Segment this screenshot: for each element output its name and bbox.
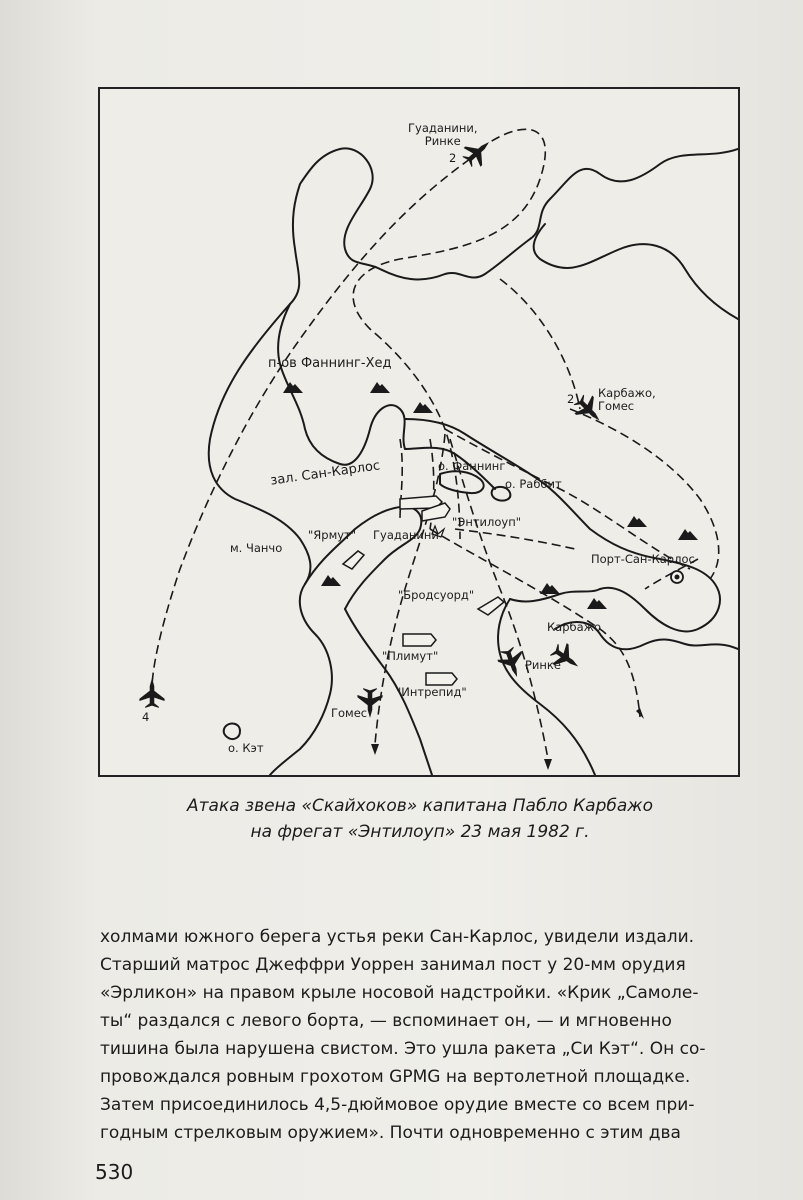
- warship-icon: [478, 597, 504, 615]
- body-text-line: ты“ раздался с левого борта, — вспоминает он, — и мгновенно: [100, 1011, 672, 1031]
- map-drawing: [100, 89, 738, 775]
- flight-paths: [152, 129, 719, 759]
- label-karbazho-gomes: Карбажо, Гомес: [598, 386, 656, 413]
- mountain-icon: [540, 583, 560, 594]
- warship-icon: [403, 634, 436, 646]
- label-intrepid: "Интрепид": [396, 685, 467, 699]
- attack-map: [98, 87, 740, 777]
- body-text-line: Старший матрос Джеффри Уоррен занимал пост у 20-мм орудия: [100, 955, 686, 975]
- label-gomes: Гомес: [331, 706, 368, 720]
- flight-number-label: 4: [142, 710, 150, 724]
- page-number: 530: [95, 1160, 134, 1184]
- label-plymouth: "Плимут": [382, 649, 439, 663]
- warship-icon: [343, 551, 364, 569]
- body-text-line: провождался ровным грохотом GPMG на вертолетной площадке.: [100, 1067, 691, 1087]
- label-guadanini-rinke: Гуаданини, Ринке: [408, 121, 478, 148]
- body-text-line: «Эрликон» на правом крыле носовой надстройки. «Крик „Самоле-: [100, 983, 699, 1003]
- label-guadanini: Гуаданини: [373, 528, 439, 542]
- label-antelope: "Энтилоуп": [452, 515, 522, 529]
- mountain-icon: [587, 598, 607, 609]
- body-text-line: Затем присоединилось 4,5-дюймовое орудие вместе со всем при-: [100, 1095, 695, 1115]
- flight-number-label: 2: [567, 392, 575, 406]
- body-text-line: холмами южного берега устья реки Сан-Карлос, увидели издали.: [100, 927, 695, 947]
- mountain-icon: [413, 402, 433, 413]
- label-broadsword: "Бродсуорд": [398, 588, 475, 602]
- label-yarmouth: "Ярмут": [308, 528, 357, 542]
- label-fanning-head: п-ов Фаннинг-Хед: [268, 356, 392, 371]
- mountain-icon: [678, 529, 698, 540]
- label-chancho-cape: м. Чанчо: [230, 541, 283, 555]
- warship-icon: [426, 673, 457, 685]
- label-port-san-carlos: Порт-Сан-Карлос: [591, 552, 695, 566]
- body-text-line: тишина была нарушена свистом. Это ушла ракета „Си Кэт“. Он со-: [100, 1039, 706, 1059]
- label-cat-island: о. Кэт: [228, 741, 264, 755]
- flight-number-label: 2: [449, 151, 457, 165]
- mountain-icon: [321, 575, 341, 586]
- label-karbazho: Карбажо: [547, 620, 602, 634]
- caption-line-1: Атака звена «Скайхоков» капитана Пабло Карбажо: [187, 796, 653, 816]
- label-fanning-island: о. Фаннинг: [438, 459, 506, 473]
- caption-line-2: на фрегат «Энтилоуп» 23 мая 1982 г.: [250, 822, 590, 842]
- mountain-icon: [370, 382, 390, 393]
- mountain-icon: [283, 382, 303, 393]
- label-rabbit-island: о. Раббит: [505, 477, 562, 491]
- label-san-carlos-water: зал. Сан-Карлос: [269, 458, 382, 489]
- mountain-icon: [627, 516, 647, 527]
- body-text-line: годным стрелковым оружием». Почти одновременно с этим два: [100, 1123, 681, 1143]
- fighter-jet-icon: [139, 678, 164, 708]
- label-rinke: Ринке: [525, 658, 561, 672]
